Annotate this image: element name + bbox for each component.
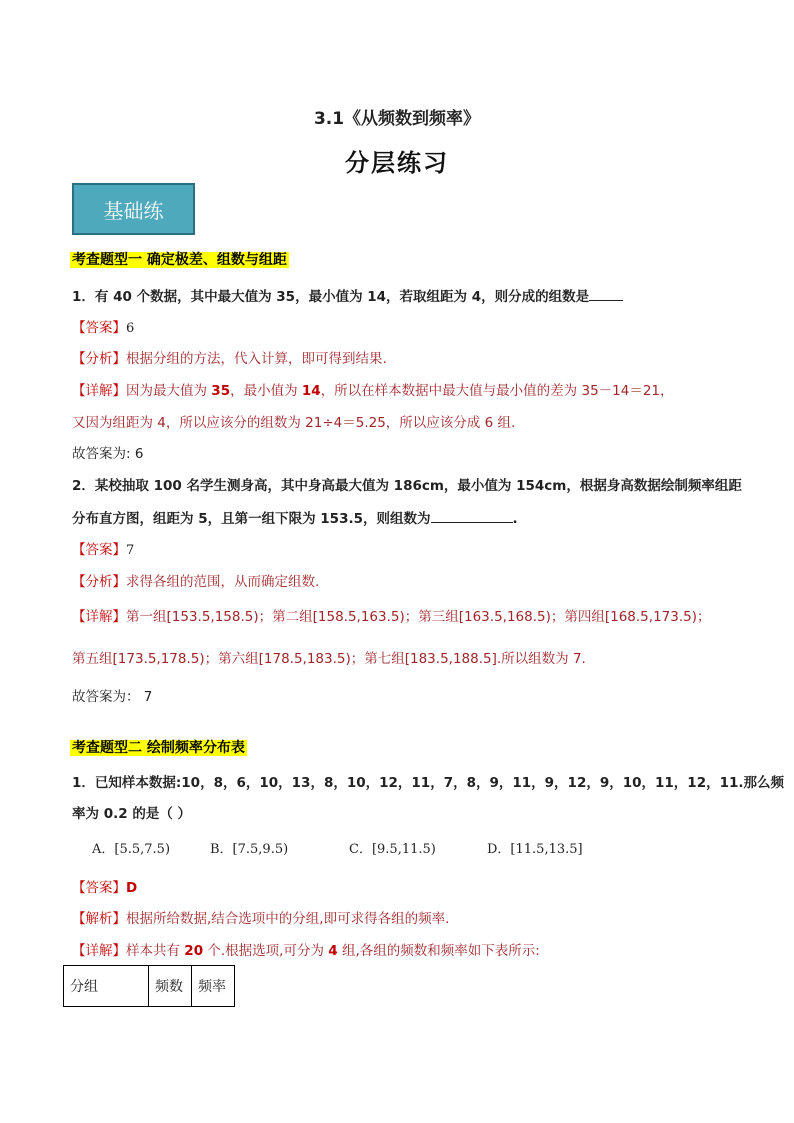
answer-row	[72, 876, 137, 896]
detail-label: 【详解】	[72, 943, 126, 959]
detail-text-part: ，最小值为	[230, 383, 302, 399]
detail-text-part: 因为最大值为	[126, 383, 212, 399]
analysis-text: 根据分组的方法，代入计算，即可得到结果.	[126, 351, 387, 367]
detail-text-part: 组,各组的频数和频率如下表所示:	[337, 943, 540, 959]
section-title-1	[70, 249, 289, 269]
level-badge-label: 基础练	[103, 198, 164, 223]
detail-line-2: 又因为组距为 4，所以应该分的组数为 21÷4＝5.25，所以应该分成 6 组.	[72, 415, 516, 431]
question-text: 分布直方图，组距为 5，且第一组下限为 153.5，则组数为	[72, 511, 431, 527]
analysis-row	[72, 347, 387, 367]
answer-row	[72, 538, 134, 558]
answer-label: 【答案】	[72, 880, 126, 896]
level-badge	[72, 183, 195, 235]
conclusion-row: 故答案为： 7	[72, 689, 153, 705]
question-text: 1．有 40 个数据，其中最大值为 35，最小值为 14，若取组距为 4，则分成的组数是	[72, 289, 590, 305]
answer-value: 6	[126, 321, 135, 336]
question-1-2-line-1: 2．某校抽取 100 名学生测身高，其中身高最大值为 186cm，最小值为 154cm，根据身高数据绘制频率组距	[72, 478, 742, 494]
options-row	[0, 838, 794, 860]
answer-label: 【答案】	[72, 542, 126, 558]
detail-value-groups: 4	[328, 943, 338, 959]
detail-value-max: 35	[211, 383, 231, 399]
document-title: 3.1《从频数到频率》	[313, 109, 481, 129]
table-header-cell: 频率	[192, 966, 235, 1007]
section-title-2-text: 考查题型二 绘制频率分布表	[72, 740, 245, 756]
answer-blank	[431, 510, 513, 523]
detail-value-count: 20	[184, 943, 204, 959]
conclusion-row: 故答案为: 6	[72, 446, 144, 462]
question-text-end: .	[512, 511, 518, 527]
analysis-label: 【分析】	[72, 351, 126, 367]
option-b[interactable]: B．[7.5,9.5)	[210, 842, 289, 857]
detail-value-min: 14	[301, 383, 321, 399]
option-c[interactable]: C．[9.5,11.5)	[349, 842, 436, 857]
table-header-cell: 分组	[64, 966, 149, 1007]
analysis-label: 【分析】	[72, 574, 126, 590]
document-subtitle: 分层练习	[345, 149, 449, 177]
analysis-label: 【解析】	[72, 911, 126, 927]
answer-label: 【答案】	[72, 320, 126, 336]
section-title-2	[70, 737, 247, 757]
detail-line-2: 第五组[173.5,178.5)；第六组[178.5,183.5)；第七组[183.5,188.5].所以组数为 7.	[72, 651, 586, 667]
question-2-1-line-1: 1．已知样本数据:10，8，6，10，13，8，10，12，11，7，8，9，11，9，12，9，10，11，12，11.那么频	[72, 775, 785, 791]
option-d[interactable]: D．[11.5,13.5]	[487, 842, 583, 857]
question-1-1	[72, 285, 623, 305]
detail-label: 【详解】	[72, 609, 126, 625]
detail-row	[72, 939, 540, 959]
answer-row	[72, 316, 134, 336]
analysis-row	[72, 570, 319, 590]
analysis-text: 根据所给数据,结合选项中的分组,即可求得各组的频率.	[126, 911, 450, 927]
section-title-1-text: 考查题型一 确定极差、组数与组距	[72, 252, 287, 268]
table-header-cell: 频数	[149, 966, 192, 1007]
question-1-2-line-2	[72, 507, 518, 527]
option-a[interactable]: A．[5.5,7.5)	[92, 842, 171, 857]
answer-value: D	[126, 880, 138, 896]
detail-text-part: 样本共有	[126, 943, 185, 959]
analysis-text: 求得各组的范围，从而确定组数.	[126, 574, 320, 590]
question-2-1-line-2: 率为 0.2 的是（ ）	[72, 806, 192, 822]
detail-text: 第一组[153.5,158.5)；第二组[158.5,163.5)；第三组[163.5,168.5)；第四组[168.5,173.5)；	[126, 609, 711, 625]
detail-row	[72, 379, 674, 399]
answer-blank	[589, 288, 623, 301]
table-header-row	[64, 966, 235, 1007]
detail-text-part: ，所以在样本数据中最大值与最小值的差为 35－14＝21，	[320, 383, 674, 399]
answer-value: 7	[126, 543, 135, 558]
analysis-row	[72, 907, 449, 927]
frequency-table	[63, 965, 235, 1007]
detail-row	[72, 605, 710, 625]
detail-text-part: 个.根据选项,可分为	[203, 943, 329, 959]
detail-label: 【详解】	[72, 383, 126, 399]
